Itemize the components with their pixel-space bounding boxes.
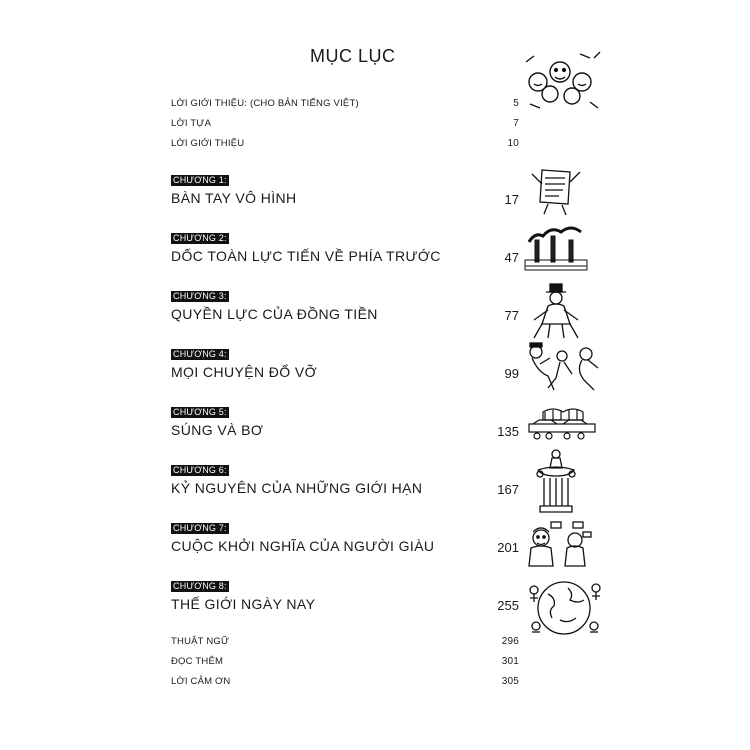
tanks-and-butter-icon <box>523 402 601 442</box>
chapter-label: CHƯƠNG 1: <box>173 175 227 185</box>
toc-entry-page: 7 <box>513 118 519 129</box>
man-on-column-icon <box>528 448 584 514</box>
toc-entry <box>171 138 519 149</box>
book-with-arms-icon <box>528 164 584 216</box>
chapter-title: THẾ GIỚI NGÀY NAY <box>171 596 316 612</box>
chapter-title: BÀN TAY VÔ HÌNH <box>171 190 297 206</box>
chapter-title: CUỘC KHỞI NGHĨA CỦA NGƯỜI GIÀU <box>171 538 435 554</box>
toc-entry <box>171 98 519 109</box>
uncle-sam-figure-icon <box>528 282 586 340</box>
chapter-label: CHƯƠNG 7: <box>173 523 227 533</box>
toc-entry-page: 10 <box>507 138 519 149</box>
chapter-label: CHƯƠNG 6: <box>173 465 227 475</box>
chapter-page: 47 <box>504 250 519 265</box>
toc-entry-page: 305 <box>501 676 519 687</box>
chapter-page: 77 <box>504 308 519 323</box>
toc-entry <box>171 636 519 647</box>
chapter-page: 201 <box>497 540 519 555</box>
chapter-page: 99 <box>504 366 519 381</box>
crowd-of-heads-icon <box>520 48 604 110</box>
chapter-label: CHƯƠNG 4: <box>173 349 227 359</box>
page-title: MỤC LỤC <box>310 46 396 66</box>
chapter-page: 167 <box>497 482 519 497</box>
chapter-title: SÚNG VÀ BƠ <box>171 422 264 438</box>
toc-entry-page: 301 <box>501 656 519 667</box>
chapter-label: CHƯƠNG 8: <box>173 581 227 591</box>
toc-entry-page: 296 <box>501 636 519 647</box>
chapter-title: QUYỀN LỰC CỦA ĐỒNG TIỀN <box>171 306 378 322</box>
chapter-title: KỶ NGUYÊN CỦA NHỮNG GIỚI HẠN <box>171 480 423 496</box>
factory-smokestacks-icon <box>521 222 591 274</box>
globe-with-people-icon <box>524 576 606 638</box>
falling-men-icon <box>522 340 604 396</box>
toc-entry-label: ĐỌC THÊM <box>171 656 224 667</box>
chapter-label: CHƯƠNG 5: <box>173 407 227 417</box>
toc-entry <box>171 656 519 667</box>
rich-men-with-money-icon <box>521 518 595 570</box>
chapter-page: 255 <box>497 598 519 613</box>
chapter-title: MỌI CHUYỆN ĐỔ VỠ <box>171 364 317 380</box>
chapter-label: CHƯƠNG 2: <box>173 233 227 243</box>
chapter-page: 17 <box>504 192 519 207</box>
toc-entry-label: LỜI GIỚI THIỆU: (CHO BẢN TIẾNG VIỆT) <box>171 98 359 109</box>
chapter-title: DỐC TOÀN LỰC TIẾN VỀ PHÍA TRƯỚC <box>171 248 441 264</box>
chapter-page: 135 <box>497 424 519 439</box>
toc-entry <box>171 118 519 129</box>
toc-entry-label: LỜI TỰA <box>171 118 212 129</box>
chapter-label: CHƯƠNG 3: <box>173 291 227 301</box>
toc-entry-page: 5 <box>513 98 519 109</box>
toc-entry-label: LỜI CẢM ƠN <box>171 676 231 687</box>
toc-entry-label: LỜI GIỚI THIỆU <box>171 138 245 149</box>
toc-entry-label: THUẬT NGỮ <box>171 636 230 647</box>
toc-entry <box>171 676 519 687</box>
